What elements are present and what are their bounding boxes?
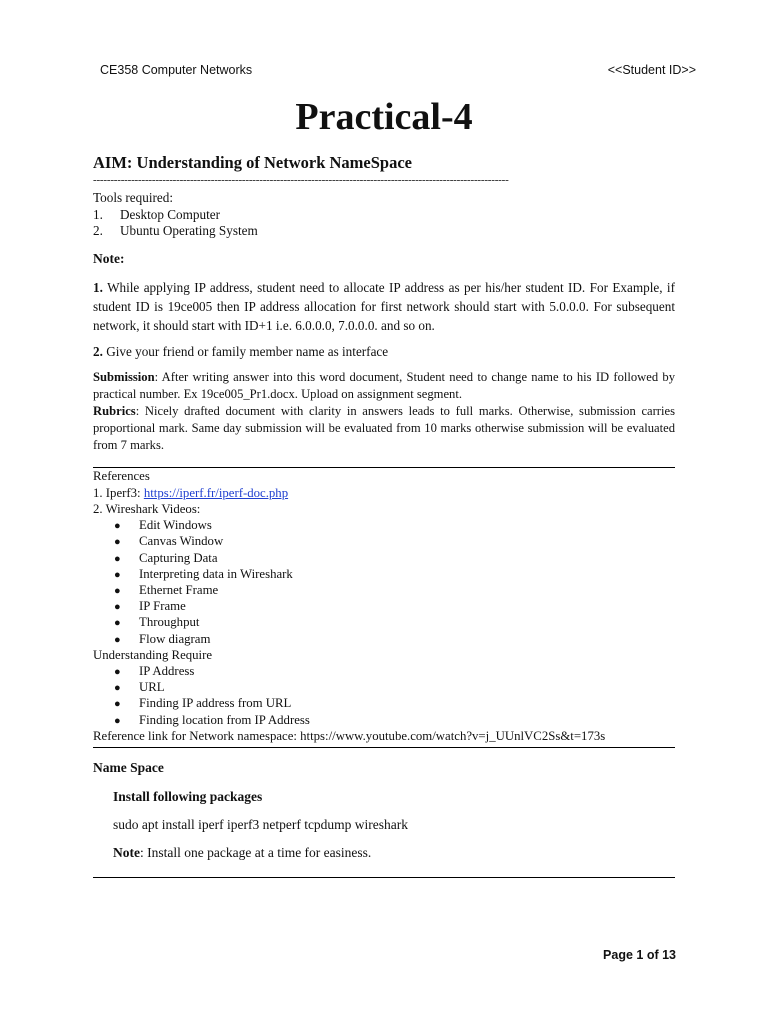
- list-item: [114, 696, 291, 711]
- note-paragraph-2: [93, 342, 675, 361]
- list-item: [114, 680, 165, 695]
- submission-text: : After writing answer into this word document, Student need to change name to his ID followed by practical number. Ex 19ce005_Pr1.docx. Upload on assignment segment.: [93, 370, 675, 401]
- note-1-text: While applying IP address, student need to allocate IP address as per his/her student ID. For Example, if student ID is 19ce005 then IP address allocation for first network should start with 5.0.0.0. For subsequent network, it should start with ID+1 i.e. 6.0.0.0, 7.0.0.0. and so on.: [93, 280, 675, 334]
- bullet-icon: ●: [114, 617, 121, 629]
- tool-item-text: Desktop Computer: [120, 207, 220, 222]
- page-title: Practical-4: [295, 96, 473, 138]
- install-note-text: : Install one package at a time for easiness.: [140, 845, 372, 860]
- note-2-text: Give your friend or family member name as interface: [106, 344, 389, 359]
- rubrics-paragraph: [93, 403, 675, 453]
- bullet-icon: ●: [114, 569, 121, 581]
- list-item-text: URL: [139, 680, 165, 694]
- note-2-number: 2.: [93, 344, 103, 359]
- iperf-link[interactable]: https://iperf.fr/iperf-doc.php: [143, 486, 289, 500]
- list-item: [114, 632, 210, 647]
- section-subheading: Install following packages: [113, 789, 263, 804]
- reference-iperf-prefix: 1. Iperf3:: [93, 486, 144, 500]
- bullet-icon: ●: [114, 553, 121, 565]
- tool-item-number: 2.: [93, 223, 103, 238]
- divider-line: [93, 877, 675, 878]
- bullet-icon: ●: [114, 601, 121, 613]
- list-item: [114, 567, 293, 582]
- reference-iperf: [93, 486, 288, 501]
- submission-paragraph: [93, 369, 675, 403]
- dashed-separator: ------------------------------------------------------------------------------------------------------------------------: [93, 174, 509, 186]
- bullet-icon: ●: [114, 520, 121, 532]
- note-paragraph-1: [93, 278, 675, 336]
- list-item: [114, 551, 218, 566]
- aim-heading: AIM: Understanding of Network NameSpace: [93, 153, 412, 172]
- list-item: [114, 615, 199, 630]
- understanding-label: Understanding Require: [93, 648, 213, 662]
- tool-item-text: Ubuntu Operating System: [120, 223, 258, 238]
- header-student-id: <<Student ID>>: [607, 63, 696, 77]
- list-item-text: Capturing Data: [139, 551, 218, 565]
- header-course: CE358 Computer Networks: [100, 63, 253, 77]
- list-item: [114, 518, 212, 533]
- rubrics-label: Rubrics: [93, 404, 136, 418]
- bullet-icon: ●: [114, 715, 121, 727]
- bullet-icon: ●: [114, 634, 121, 646]
- bullet-icon: ●: [114, 682, 121, 694]
- note-label: Note:: [93, 251, 125, 266]
- divider-line: [93, 467, 675, 468]
- list-item-text: Edit Windows: [139, 518, 212, 532]
- bullet-icon: ●: [114, 536, 121, 548]
- namespace-reference-link: Reference link for Network namespace: https://www.youtube.com/watch?v=j_UUnlVC2Ss&t=173s: [93, 729, 606, 743]
- rubrics-text: : Nicely drafted document with clarity in answers leads to full marks. Otherwise, submission carries proportional mark. Same day submission will be evaluated from 10 marks otherwise submission will be evaluated from 7 marks.: [93, 404, 675, 452]
- bullet-icon: ●: [114, 666, 121, 678]
- list-item-text: Canvas Window: [139, 534, 224, 548]
- list-item-text: Interpreting data in Wireshark: [139, 567, 293, 581]
- tools-label: Tools required:: [93, 190, 174, 205]
- page-number: Page 1 of 13: [603, 948, 676, 962]
- divider-line: [93, 747, 675, 748]
- submission-label: Submission: [93, 370, 155, 384]
- list-item: [114, 713, 310, 728]
- section-heading: Name Space: [93, 760, 164, 775]
- list-item: [114, 534, 223, 549]
- list-item-text: Finding location from IP Address: [139, 713, 310, 727]
- list-item: [114, 583, 218, 598]
- references-label: References: [93, 469, 150, 483]
- list-item: [114, 599, 186, 614]
- list-item-text: IP Frame: [139, 599, 186, 613]
- tool-item: [93, 207, 220, 223]
- note-1-number: 1.: [93, 280, 103, 295]
- tool-item: [93, 223, 258, 239]
- list-item: [114, 664, 194, 679]
- bullet-icon: ●: [114, 698, 121, 710]
- bullet-icon: ●: [114, 585, 121, 597]
- install-note-label: Note: [113, 845, 140, 860]
- install-note: [113, 845, 371, 861]
- list-item-text: Ethernet Frame: [139, 583, 219, 597]
- tool-item-number: 1.: [93, 207, 103, 222]
- list-item-text: IP Address: [139, 664, 195, 678]
- list-item-text: Flow diagram: [139, 632, 211, 646]
- list-item-text: Throughput: [139, 615, 200, 629]
- wireshark-videos-label: 2. Wireshark Videos:: [93, 502, 201, 516]
- install-command: sudo apt install iperf iperf3 netperf tcpdump wireshark: [113, 817, 409, 832]
- list-item-text: Finding IP address from URL: [139, 696, 292, 710]
